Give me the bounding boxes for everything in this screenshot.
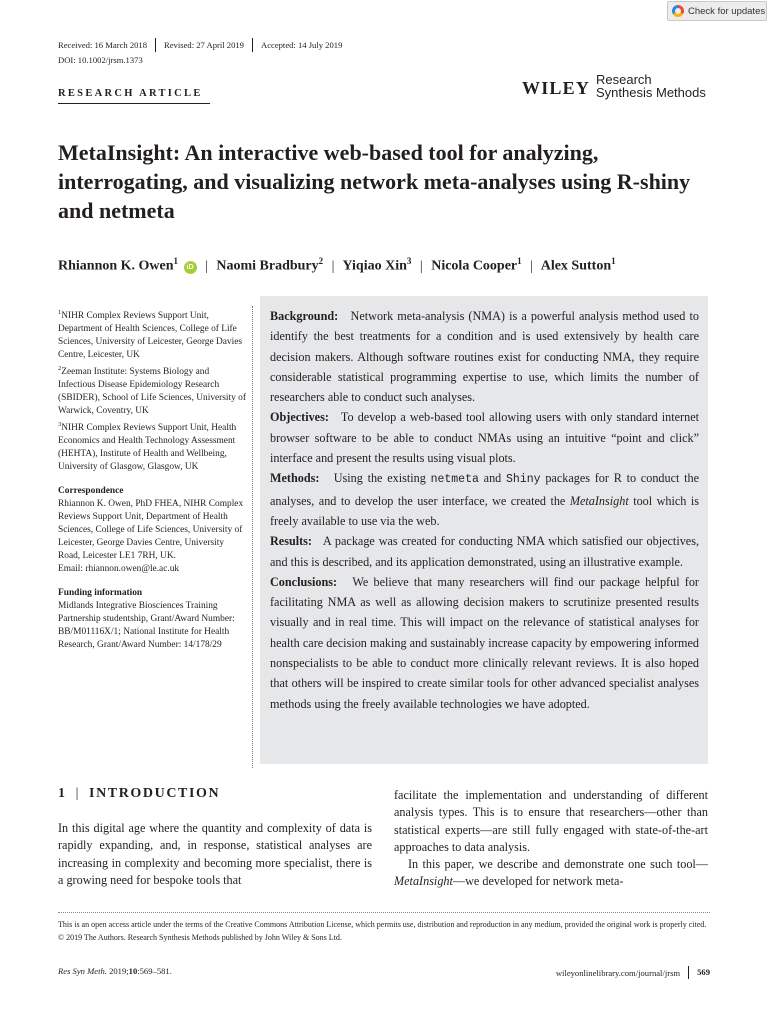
intro-text: —we developed for network meta-: [452, 874, 624, 889]
orcid-icon[interactable]: iD: [184, 261, 197, 274]
abstract-text: Network meta-analysis (NMA) is a powerful analysis method used to identify the best treatments for a condition and is used extensively by health care decision makers. Although software routines exist for conducting NMA, they require considerable statistical programming expertise to use, which limits the number of researchers able to conduct such analyses.: [270, 309, 699, 405]
affiliation-text: NIHR Complex Reviews Support Unit, Health Economics and Health Technology Assessment (HEHTA), Institute of Health and Wellbeing, University of Glasgow, Glasgow, UK: [58, 423, 237, 473]
author-separator: |: [331, 258, 335, 274]
page-footer: [58, 966, 710, 979]
abstract-text: Using the existing: [333, 471, 426, 486]
journal-name-line2: Synthesis Methods: [596, 85, 706, 100]
affiliation: [58, 418, 248, 474]
article-title: MetaInsight: An interactive web-based tool for analyzing, interrogating, and visualizing network meta-analyses using R-shiny and netmeta: [58, 140, 691, 223]
author-separator: |: [530, 258, 533, 274]
author-name[interactable]: Yiqiao Xin: [342, 258, 407, 274]
footnote-rule: [58, 912, 710, 913]
article-dates: [58, 38, 350, 52]
abstract-label: Objectives:: [270, 410, 329, 425]
author-separator: |: [205, 258, 208, 274]
intro-paragraph: [394, 856, 708, 891]
section-heading-introduction: [58, 786, 220, 802]
affiliation: [58, 306, 248, 362]
crossmark-icon: [672, 5, 684, 17]
copyright-text: © 2019 The Authors. Research Synthesis Methods published by John Wiley & Sons Ltd.: [58, 932, 342, 942]
check-for-updates-label: Check for updates: [688, 5, 766, 17]
citation-journal: Res Syn Meth.: [58, 966, 107, 976]
affiliation-number: 1: [58, 309, 62, 316]
author-affiliation: 2: [318, 256, 324, 266]
author-name[interactable]: Nicola Cooper: [431, 258, 518, 274]
revised-date: Revised: 27 April 2019: [156, 38, 253, 52]
affiliation-number: 3: [58, 421, 62, 429]
license-footnote: [58, 919, 712, 944]
abstract-background: [270, 306, 699, 407]
abstract-label: Methods:: [270, 471, 320, 486]
accepted-date: Accepted: 14 July 2019: [260, 40, 343, 50]
abstract-text: packages for R to conduct the analyses, and to develop the user interface, we created the: [270, 471, 700, 508]
citation: [58, 966, 172, 979]
intro-paragraph: facilitate the implementation and understanding of different analysis types. This is to ensure that researchers—other than statistical experts—are still fully engaged with state-of-the-art approaches to data analysis.: [394, 788, 708, 854]
journal-url[interactable]: wileyonlinelibrary.com/journal/jrsm: [555, 967, 681, 978]
footer-right: [556, 966, 710, 979]
tool-name: MetaInsight: [394, 874, 453, 889]
intro-text: In this paper, we describe and demonstrate one such tool—: [408, 857, 708, 872]
check-for-updates-button[interactable]: [667, 1, 767, 21]
received-date: Received: 16 March 2018: [58, 38, 156, 52]
author-affiliation: 1: [611, 256, 616, 266]
intro-paragraph-col1: In this digital age where the quantity and complexity of data is rapidly expanding, and, in response, statistical analyses are increasing in complexity and becoming more specialist, there is a growing need for bespoke tools that: [58, 821, 372, 887]
abstract-text: To develop a web-based tool allowing users with only standard internet browser software to be able to conduct NMAs using an intuitive “point and click” interface and present the results using visual plots.: [270, 410, 700, 466]
abstract-text: tool which is freely available to use via the web.: [270, 493, 699, 528]
citation-pages: :569–581.: [137, 966, 172, 976]
abstract-label: Background:: [270, 309, 339, 323]
article-type: RESEARCH ARTICLE: [58, 88, 203, 99]
author-separator: |: [419, 258, 423, 274]
correspondence-email[interactable]: Email: rhiannon.owen@le.ac.uk: [58, 564, 180, 575]
citation-year: 2019;: [109, 966, 129, 976]
affiliation: [58, 362, 248, 418]
author-name[interactable]: Alex Sutton: [540, 258, 612, 274]
author-affiliation: 1: [517, 256, 522, 266]
section-title: INTRODUCTION: [89, 786, 221, 801]
journal-name: [596, 73, 706, 99]
abstract-methods: [270, 468, 699, 531]
abstract-label: Conclusions:: [270, 574, 338, 589]
affiliation-text: Zeeman Institute: Systems Biology and Infectious Disease Epidemiology Research (SBIDER), School of Life Sciences, University of Warwick, Coventry, UK: [58, 367, 246, 417]
abstract-box: [260, 296, 708, 764]
code-term: netmeta: [430, 473, 479, 487]
funding-text: Midlands Integrative Biosciences Training Partnership studentship, Grant/Award Number: BB/M01116X/1; National Institute for Health Research, Grant/Award Number: 14/178/29: [58, 601, 235, 651]
abstract-text: A package was created for conducting NMA which satisfied our objectives, and this is described, and its application demonstrated, using an illustrative example.: [270, 534, 699, 569]
author-affiliation: 3: [406, 256, 412, 266]
abstract-conclusions: [270, 572, 699, 714]
journal-name-line1: Research: [596, 72, 652, 87]
affiliation-number: 2: [58, 365, 62, 373]
citation-volume: 10: [128, 966, 138, 976]
correspondence-text: Rhiannon K. Owen, PhD FHEA, NIHR Complex Reviews Support Unit, Department of Health Sciences, College of Life Sciences, University of Leicester, George Davies Centre, University Road, Leicester LE1 7RH, UK.: [58, 499, 244, 562]
column-divider: [252, 306, 253, 768]
abstract-objectives: [270, 407, 699, 468]
funding-heading: Funding information: [58, 588, 143, 599]
publisher-logo: WILEY: [522, 78, 591, 98]
affiliation-text: NIHR Complex Reviews Support Unit, Department of Health Sciences, College of Life Sciences, University of Leicester, George Davies Centre, Leicester, UK: [58, 311, 243, 361]
abstract-text: We believe that many researchers will find our package helpful for facilitating NMA as well as allowing decision makers to scrutinize presented results visually and in real time. This will impact on the relevance of statistical analyses for health care decision making and sustainably increase capacity by empowering informed nonspecialists to be able to conduct more clinically relevant reviews. It is also hoped that others will be inspired to create similar tools for other advanced specialist analyses methods using the freely available technologies we have adopted.: [270, 574, 699, 711]
author-list: [58, 256, 738, 275]
intro-column-2: [394, 787, 708, 891]
author-name[interactable]: Rhiannon K. Owen: [58, 258, 174, 274]
author-name[interactable]: Naomi Bradbury: [216, 258, 319, 274]
tool-name: MetaInsight: [569, 493, 629, 508]
doi[interactable]: DOI: 10.1002/jrsm.1373: [58, 55, 143, 65]
article-sidebar: [58, 306, 248, 652]
abstract-text: and: [483, 471, 502, 486]
correspondence-heading: Correspondence: [58, 486, 124, 497]
abstract-results: [270, 531, 699, 572]
section-number: 1: [58, 786, 67, 801]
article-type-rule: [58, 103, 210, 104]
abstract-label: Results:: [270, 534, 312, 549]
section-separator: |: [75, 786, 81, 801]
journal-logo: [522, 73, 706, 99]
author-affiliation: 1: [173, 256, 179, 266]
page-number: 569: [688, 966, 710, 979]
license-text: This is an open access article under the terms of the Creative Commons Attribution License, which permits use, distribution and reproduction in any medium, provided the original work is properly cited.: [58, 920, 707, 929]
code-term: Shiny: [506, 473, 541, 487]
